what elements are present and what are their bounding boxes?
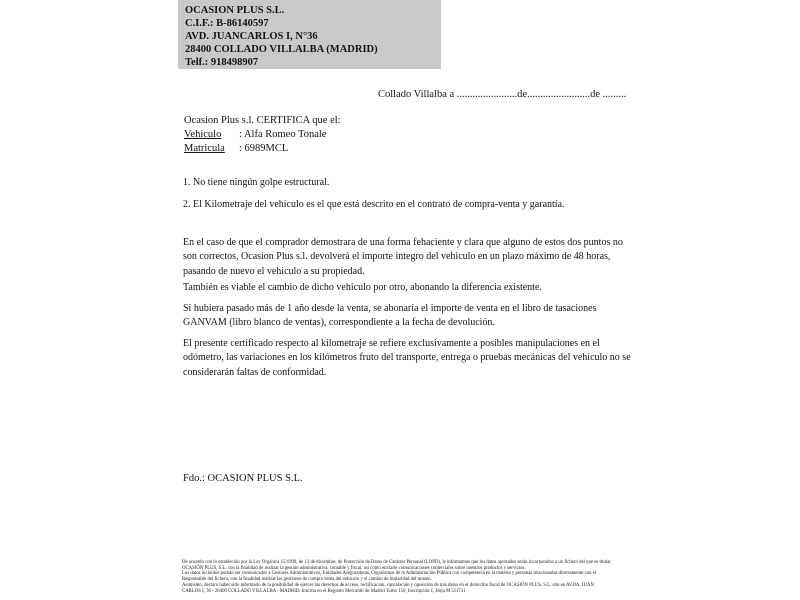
vehicle-row: [184, 128, 341, 142]
fine-print-line: De acuerdo con lo establecido por la Ley Orgánica 15/1999, de 13 de diciembre, de Protección de Datos de Carácter Personal (LOPD), le informamos que los datos aportados serán incorporados a un fichero del que es titular: [182, 560, 611, 565]
fine-print-line: Asimismo, declaro haber sido informado de la posibilidad de ejercer los derechos de acceso, rectificación, cancelación y oposición de mis datos en el domicilio fiscal de OCASIÓN PLUS, S.L. sito en AVDA. JUAN: [182, 582, 594, 588]
plate-row: [184, 142, 341, 156]
paragraph-exchange-option: También es viable el cambio de dicho vehiculo por otro, abonando la diferencia existente.: [183, 282, 542, 293]
date-line: Collado Villalba a .......................de........................de .........: [378, 89, 627, 100]
vehicle-value: : Alfa Romeo Tonale: [239, 129, 327, 140]
company-city: 28400 COLLADO VILLALBA (MADRID): [185, 44, 378, 55]
signature-line: Fdo.: OCASION PLUS S.L.: [183, 473, 303, 484]
legal-fine-print: [182, 560, 627, 594]
plate-value: : 6989MCL: [239, 143, 289, 154]
paragraph-refund-terms: En el caso de que el comprador demostrara de una forma fehaciente y clara que alguno de estos dos puntos no son correctos, Ocasion Plus s.l. devolverá el importe integro del vehiculo en un plazo máximo de 48 horas, pasando de nuevo el vehiculo a su propiedad.: [183, 237, 623, 277]
company-header-block: [178, 0, 441, 69]
fine-print-line: CARLOS I, 36 - 28400 COLLADO VILLALBA - MADRID. Inscrita en el Registro Mercantil de Madrid Tomo 150, Inscripción 1, Hoja M 511731: [182, 588, 466, 594]
company-address: AVD. JUANCARLOS I, N°36: [185, 31, 318, 42]
fine-print-line: Los datos incluidos podrán ser comunicados a Gestores Administrativos, Entidades Aseguradoras, Organismos de la Administración Pública con competencia en la materia y personas relacionadas directamente con el: [182, 571, 597, 577]
certified-point-2: 2. El Kilometraje del vehículo es el que está descrito en el contrato de compra-venta y garantía.: [183, 199, 565, 210]
paragraph-odometer-scope: El presente certificado respecto al kilometraje se refiere exclusivamente a posibles manipulaciones en el odómetro, las variaciones en los kilómetros fruto del transporte, entrega o pruebas mecánicas del vehiculo no se considerarán faltas de conformidad.: [183, 338, 631, 378]
company-cif: C.I.F.: B-86140597: [185, 18, 269, 29]
fine-print-line: Responsable del fichero, con la finalidad realizar las gestiones de compra venta del vehículo y el cambio de titularidad del mismo.: [182, 577, 432, 583]
vehicle-label: Vehiculo: [184, 129, 222, 140]
fine-print-line: OCASIÓN PLUS, S.L. con la finalidad de realizar la gestión administrativa, contable y fiscal, así como enviarle comunicaciones comerciales sobre nuestros productos y servicios.: [182, 565, 526, 571]
company-phone: Telf.: 918498907: [185, 57, 259, 68]
certification-block: [184, 114, 341, 156]
certified-point-1: 1. No tiene ningún golpe estructural.: [183, 177, 330, 188]
company-name: OCASION PLUS S.L.: [185, 5, 285, 16]
certification-intro: Ocasion Plus s.l. CERTIFICA que el:: [184, 115, 341, 126]
paragraph-ganvam-valuation: Si hubiera pasado más de 1 año desde la venta, se abonaría el importe de venta en el libro de tasaciones GANVAM (libro blanco de ventas), correspondiente a la fecha de devolución.: [183, 303, 597, 329]
plate-label: Matricula: [184, 143, 225, 154]
